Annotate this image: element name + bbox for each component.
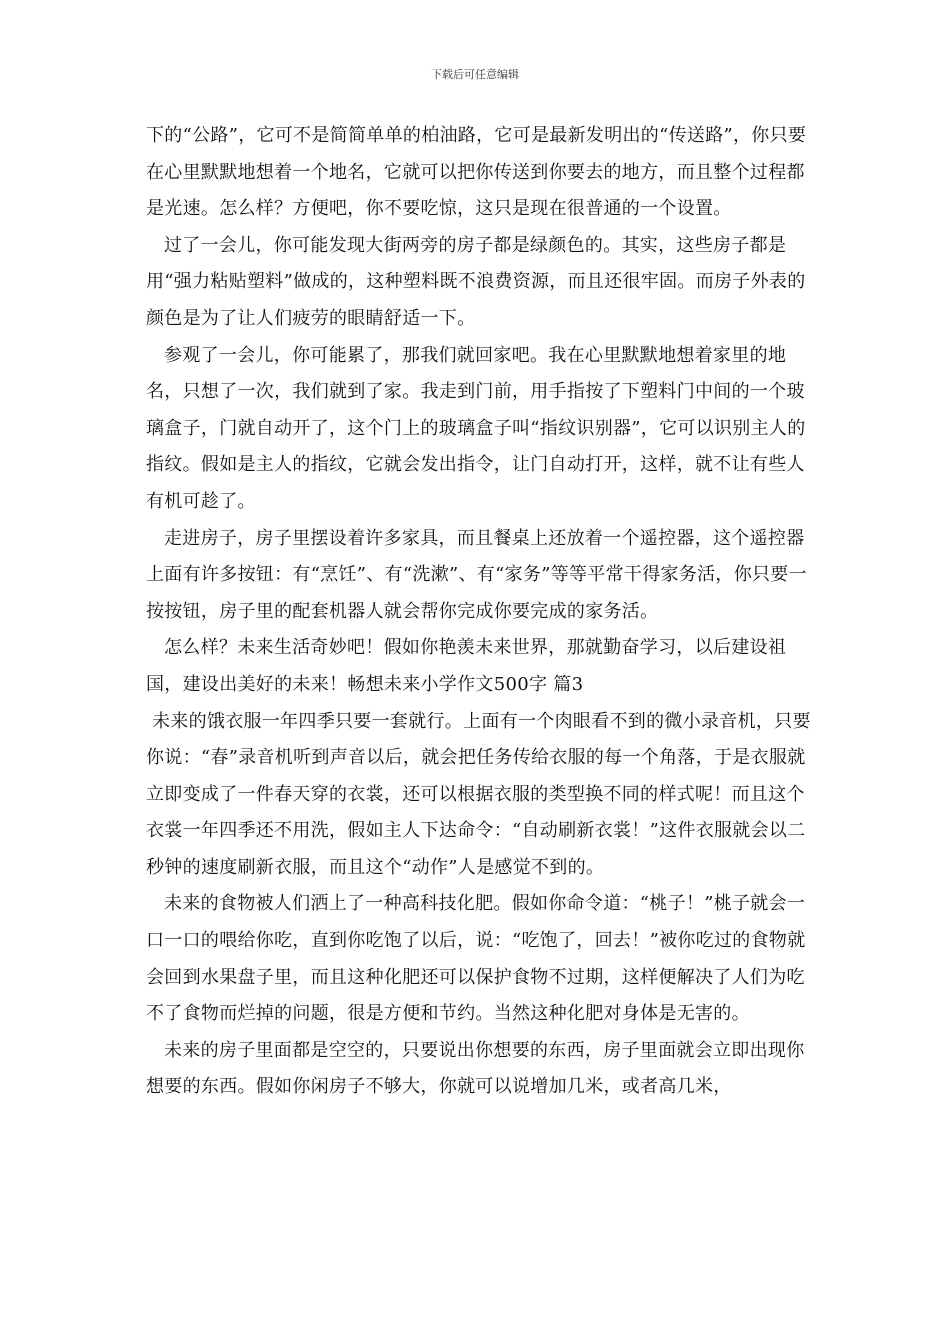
- paragraph-3: 参观了一会儿，你可能累了，那我们就回家吧。我在心里默默地想着家里的地名，只想了一次，我们就到了家。我走到门前，用手指按了下塑料门中间的一个玻璃盒子，门就自动开了，这个门上的玻璃盒子叫“指纹识别器”，它可以识别主人的指纹。假如是主人的指纹，它就会发出指令，让门自动打开，这样，就不让有些人有机可趁了。: [146, 344, 806, 512]
- document-body: [146, 118, 814, 1106]
- paragraph-8: 未来的房子里面都是空空的，只要说出你想要的东西，房子里面就会立即出现你想要的东西。假如你闲房子不够大，你就可以说增加几米，或者高几米，: [146, 1039, 805, 1098]
- paragraph-1: 下的“公路”，它可不是简简单单的柏油路，它可是最新发明出的“传送路”，你只要在心里默默地想着一个地名，它就可以把你传送到你要去的地方，而且整个过程都是光速。怎么样？方便吧，你不要吃惊，这只是现在很普通的一个设置。: [146, 125, 807, 220]
- page-header-note: 下载后可任意编辑: [431, 68, 519, 81]
- paragraph-2: 过了一会儿，你可能发现大街两旁的房子都是绿颜色的。其实，这些房子都是用“强力粘贴塑料”做成的，这种塑料既不浪费资源，而且还很牢固。而房子外表的颜色是为了让人们疲劳的眼睛舒适一下。: [146, 234, 806, 329]
- paragraph-6: 未来的饿衣服一年四季只要一套就行。上面有一个肉眼看不到的微小录音机，只要你说：“春”录音机听到声音以后，就会把任务传给衣服的每一个角落，于是衣服就立即变成了一件春天穿的衣裳，还可以根据衣服的类型换不同的样式呢！而且这个衣裳一年四季还不用洗，假如主人下达命令：“自动刷新衣裳！”这件衣服就会以二秒钟的速度刷新衣服，而且这个“动作”人是感觉不到的。: [146, 710, 811, 878]
- paragraph-5: 怎么样？未来生活奇妙吧！假如你艳羡未来世界，那就勤奋学习，以后建设祖国，建设出美好的未来！畅想未来小学作文500字 篇3: [146, 637, 787, 695]
- paragraph-7: 未来的食物被人们洒上了一种高科技化肥。假如你命令道：“桃子！”桃子就会一口一口的喂给你吃，直到你吃饱了以后，说：“吃饱了，回去！”被你吃过的食物就会回到水果盘子里，而且这种化肥还可以保护食物不过期，这样便解决了人们为吃不了食物而烂掉的问题，很是方便和节约。当然这种化肥对身体是无害的。: [146, 893, 806, 1025]
- paragraph-4: 走进房子，房子里摆设着许多家具，而且餐桌上还放着一个遥控器，这个遥控器上面有许多按钮：有“烹饪”、有“洗漱”、有“家务”等等平常干得家务活，你只要一按按钮，房子里的配套机器人就会帮你完成你要完成的家务活。: [146, 527, 807, 622]
